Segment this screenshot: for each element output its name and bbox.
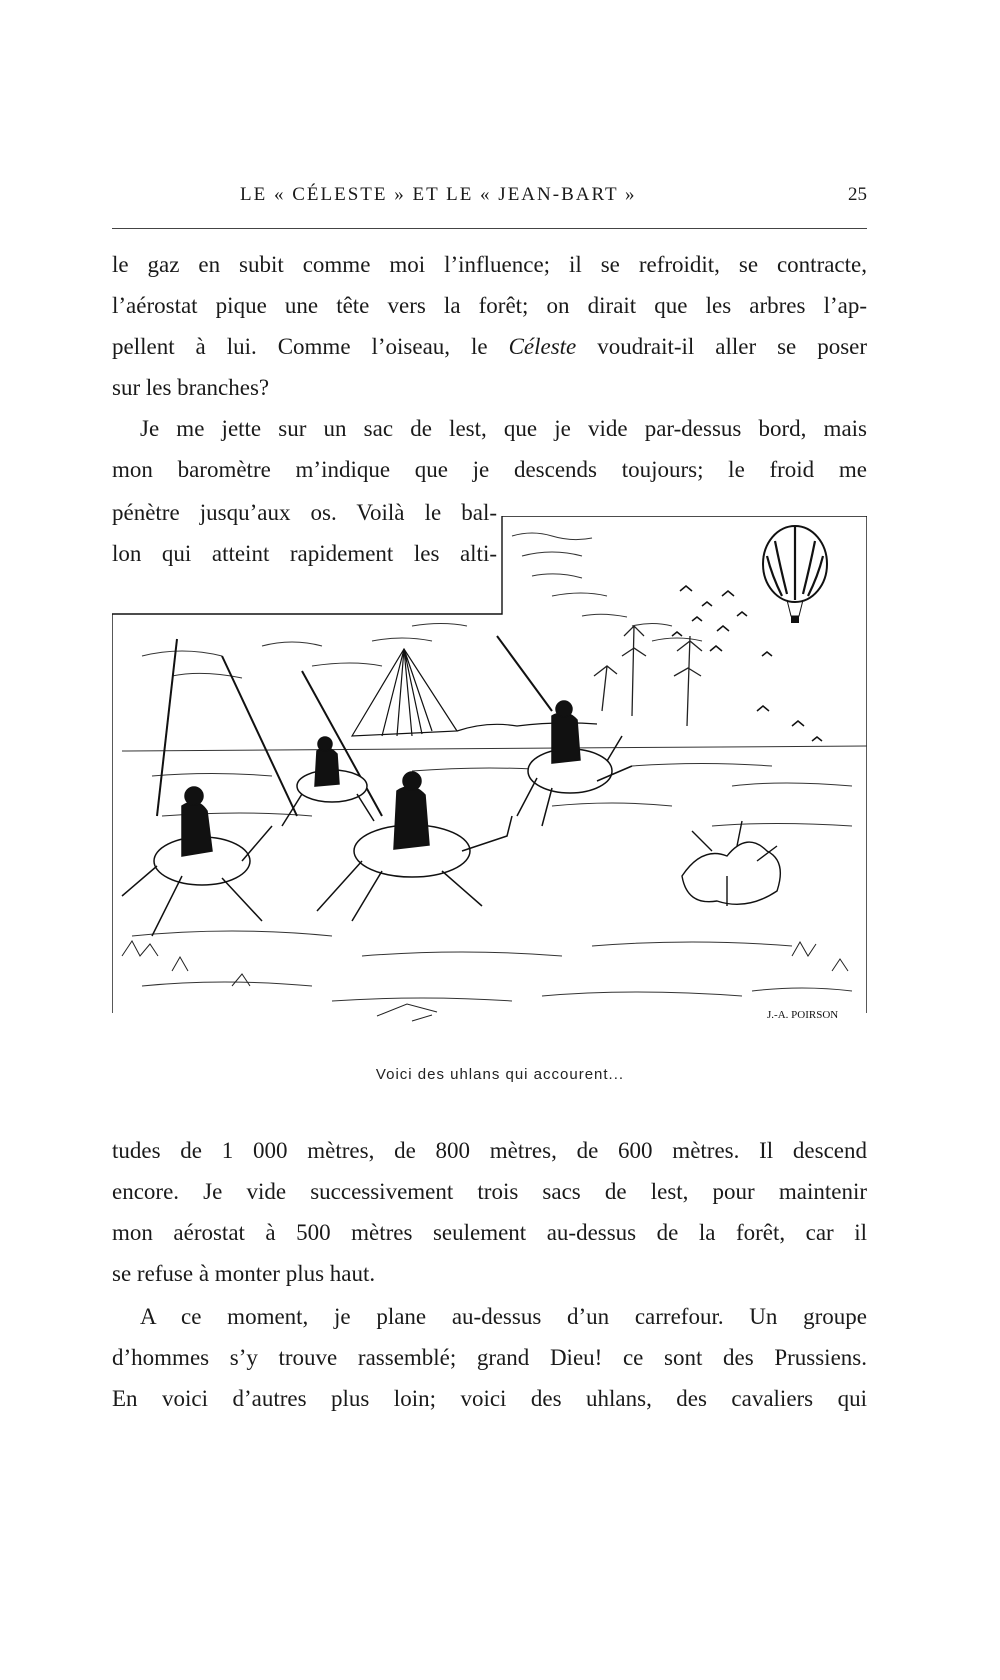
sky-clouds — [142, 533, 702, 678]
text-line: encore. Je vide successivement trois sacs de lest, pour maintenir — [112, 1179, 867, 1204]
trees — [594, 626, 702, 726]
text-line: pénètre jusqu’aux os. Voilà le bal- — [112, 500, 497, 525]
text-line: En voici d’autres plus loin; voici des uhlans, des cavaliers qui — [112, 1386, 867, 1411]
header-rule — [112, 228, 867, 229]
ship-name-italic: Céleste — [508, 334, 577, 359]
text-line: mon baromètre m’indique que je descends toujours; le froid me — [112, 457, 867, 482]
balloon-illustration — [763, 526, 827, 623]
bush — [682, 821, 780, 906]
text-line: A ce moment, je plane au-dessus d’un carrefour. Un groupe — [140, 1304, 867, 1329]
foreground-grass — [122, 941, 848, 1021]
page-number: 25 — [848, 184, 867, 205]
horseman-right — [517, 701, 632, 826]
text-line: Je me jette sur un sac de lest, que je vide par-dessus bord, mais — [140, 416, 867, 441]
text-line: tudes de 1 000 mètres, de 800 mètres, de 600 mètres. Il descend — [112, 1138, 867, 1163]
text-line: le gaz en subit comme moi l’influence; il se refroidit, se contracte, — [112, 252, 867, 277]
text-fragment: pellent à lui. Comme l’oiseau, le — [112, 334, 509, 359]
illustration — [112, 516, 867, 1029]
text-line: l’aérostat pique une tête vers la forêt; on dirait que les arbres l’ap- — [112, 293, 867, 318]
text-line — [112, 326, 867, 367]
paragraph-4 — [112, 1296, 867, 1419]
artist-signature: J.-A. POIRSON — [767, 1009, 839, 1021]
text-line: lon qui atteint rapidement les alti- — [112, 541, 497, 566]
text-line: se refuse à monter plus haut. — [112, 1261, 376, 1286]
text-line: d’hommes s’y trouve rassemblé; grand Dieu! ce sont des Prussiens. — [112, 1345, 867, 1370]
running-title: LE « CÉLESTE » ET LE « JEAN-BART » — [240, 184, 637, 205]
paragraph-2 — [112, 408, 867, 490]
birds — [672, 586, 822, 741]
text-line: mon aérostat à 500 mètres seulement au-dessus de la forêt, car il — [112, 1220, 867, 1245]
text-fragment: voudrait-il aller se poser — [576, 334, 868, 359]
text-line: sur les branches? — [112, 375, 270, 400]
paragraph-1 — [112, 244, 867, 408]
horseman-left — [122, 787, 272, 936]
running-header — [112, 184, 867, 210]
paragraph-3 — [112, 1130, 867, 1294]
figure-caption: Voici des uhlans qui accourent... — [375, 1066, 625, 1083]
